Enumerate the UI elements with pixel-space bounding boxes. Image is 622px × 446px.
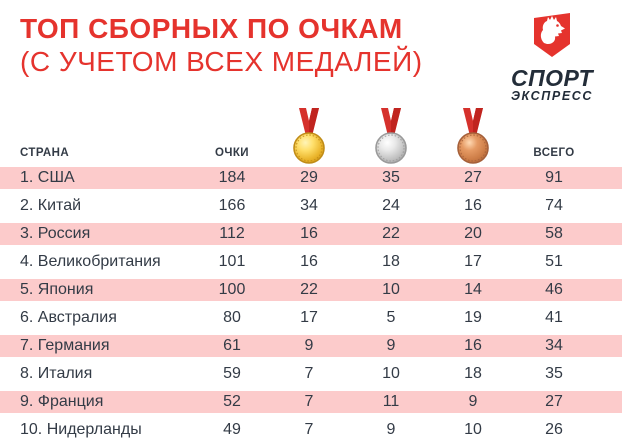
gold-count: 16 [300,253,318,270]
table-row [0,164,622,192]
country-name: Австралия [37,309,117,326]
header-country: СТРАНА [20,147,70,159]
points-value: 100 [218,281,246,298]
total-value: 41 [545,309,563,326]
title-line-2: (С УЧЕТОМ ВСЕХ МЕДАЛЕЙ) [20,46,423,77]
rank-label: 5. [20,281,34,298]
table-row [0,276,622,304]
silver-count: 5 [386,309,396,326]
silver-medal-icon [374,108,408,164]
country-name: Великобритания [37,253,161,270]
header-silver-column [350,108,432,164]
bronze-count: 16 [464,337,482,354]
country-cell [0,253,196,271]
gold-count: 29 [300,169,318,186]
table-row [0,304,622,332]
sport-express-logo [496,10,608,103]
total-value: 26 [545,421,563,438]
country-name: Германия [37,337,110,354]
title-line-1: ТОП СБОРНЫХ ПО ОЧКАМ [20,13,403,44]
table-header [0,104,622,164]
gold-count: 7 [304,421,314,438]
country-cell [0,393,196,411]
total-value: 27 [545,393,563,410]
country-cell [0,225,196,243]
points-value: 112 [219,225,245,242]
header-gold-column [268,108,350,164]
bronze-count: 14 [464,281,482,298]
silver-count: 9 [386,337,396,354]
gold-count: 22 [300,281,318,298]
rank-label: 1. [20,169,34,186]
country-cell [0,281,196,299]
bronze-count: 27 [464,169,482,186]
points-value: 49 [223,421,241,438]
silver-count: 11 [382,393,400,410]
header-points: ОЧКИ [215,147,249,159]
country-cell [0,309,196,327]
points-value: 101 [218,253,246,270]
total-value: 74 [545,197,563,214]
rank-label: 4. [20,253,34,270]
silver-count: 22 [382,225,400,242]
gold-count: 17 [300,309,318,326]
header-total: ВСЕГО [533,147,575,159]
country-name: Япония [37,281,94,298]
total-value: 58 [545,225,563,242]
bronze-count: 16 [464,197,482,214]
country-name: Россия [37,225,91,242]
country-name: Китай [37,197,82,214]
table-row [0,192,622,220]
gold-count: 9 [304,337,314,354]
bronze-count: 10 [464,421,482,438]
points-value: 184 [218,169,246,186]
table-row [0,220,622,248]
country-name: Италия [37,365,93,382]
country-name: Франция [37,393,104,410]
country-cell [0,197,196,215]
gold-count: 16 [300,225,318,242]
silver-count: 24 [382,197,400,214]
table-row [0,388,622,416]
gold-count: 7 [304,393,314,410]
header-bronze-column [432,108,514,164]
silver-count: 9 [386,421,396,438]
total-value: 91 [545,169,563,186]
table-row [0,360,622,388]
rank-label: 7. [20,337,34,354]
bronze-count: 17 [464,253,482,270]
table-row [0,248,622,276]
silver-count: 35 [382,169,400,186]
bronze-count: 20 [464,225,482,242]
gold-medal-icon [292,108,326,164]
rooster-badge-icon [531,10,573,60]
points-value: 80 [223,309,241,326]
gold-count: 34 [300,197,318,214]
rank-label: 2. [20,197,34,214]
bronze-count: 19 [464,309,482,326]
country-name: Нидерланды [46,421,142,438]
total-value: 35 [545,365,563,382]
table-row [0,416,622,444]
points-value: 52 [223,393,241,410]
country-cell [0,169,196,187]
logo-text-express: ЭКСПРЕСС [510,89,594,103]
total-value: 51 [545,253,563,270]
total-value: 46 [545,281,563,298]
points-value: 59 [223,365,241,382]
rank-label: 8. [20,365,34,382]
bronze-medal-icon [456,108,490,164]
country-cell [0,421,196,439]
silver-count: 10 [382,281,400,298]
bronze-count: 9 [468,393,478,410]
page-title [20,12,423,78]
total-value: 34 [545,337,563,354]
country-name: США [37,169,75,186]
table-body [0,164,622,444]
rank-label: 3. [20,225,34,242]
gold-count: 7 [304,365,314,382]
points-value: 61 [223,337,241,354]
bronze-count: 18 [464,365,482,382]
silver-count: 10 [382,365,400,382]
table-row [0,332,622,360]
rank-label: 6. [20,309,34,326]
country-cell [0,337,196,355]
points-value: 166 [218,197,246,214]
silver-count: 18 [382,253,400,270]
logo-text-sport: СПОРТ [510,65,594,91]
country-cell [0,365,196,383]
rank-label: 10. [20,421,43,438]
rank-label: 9. [20,393,34,410]
